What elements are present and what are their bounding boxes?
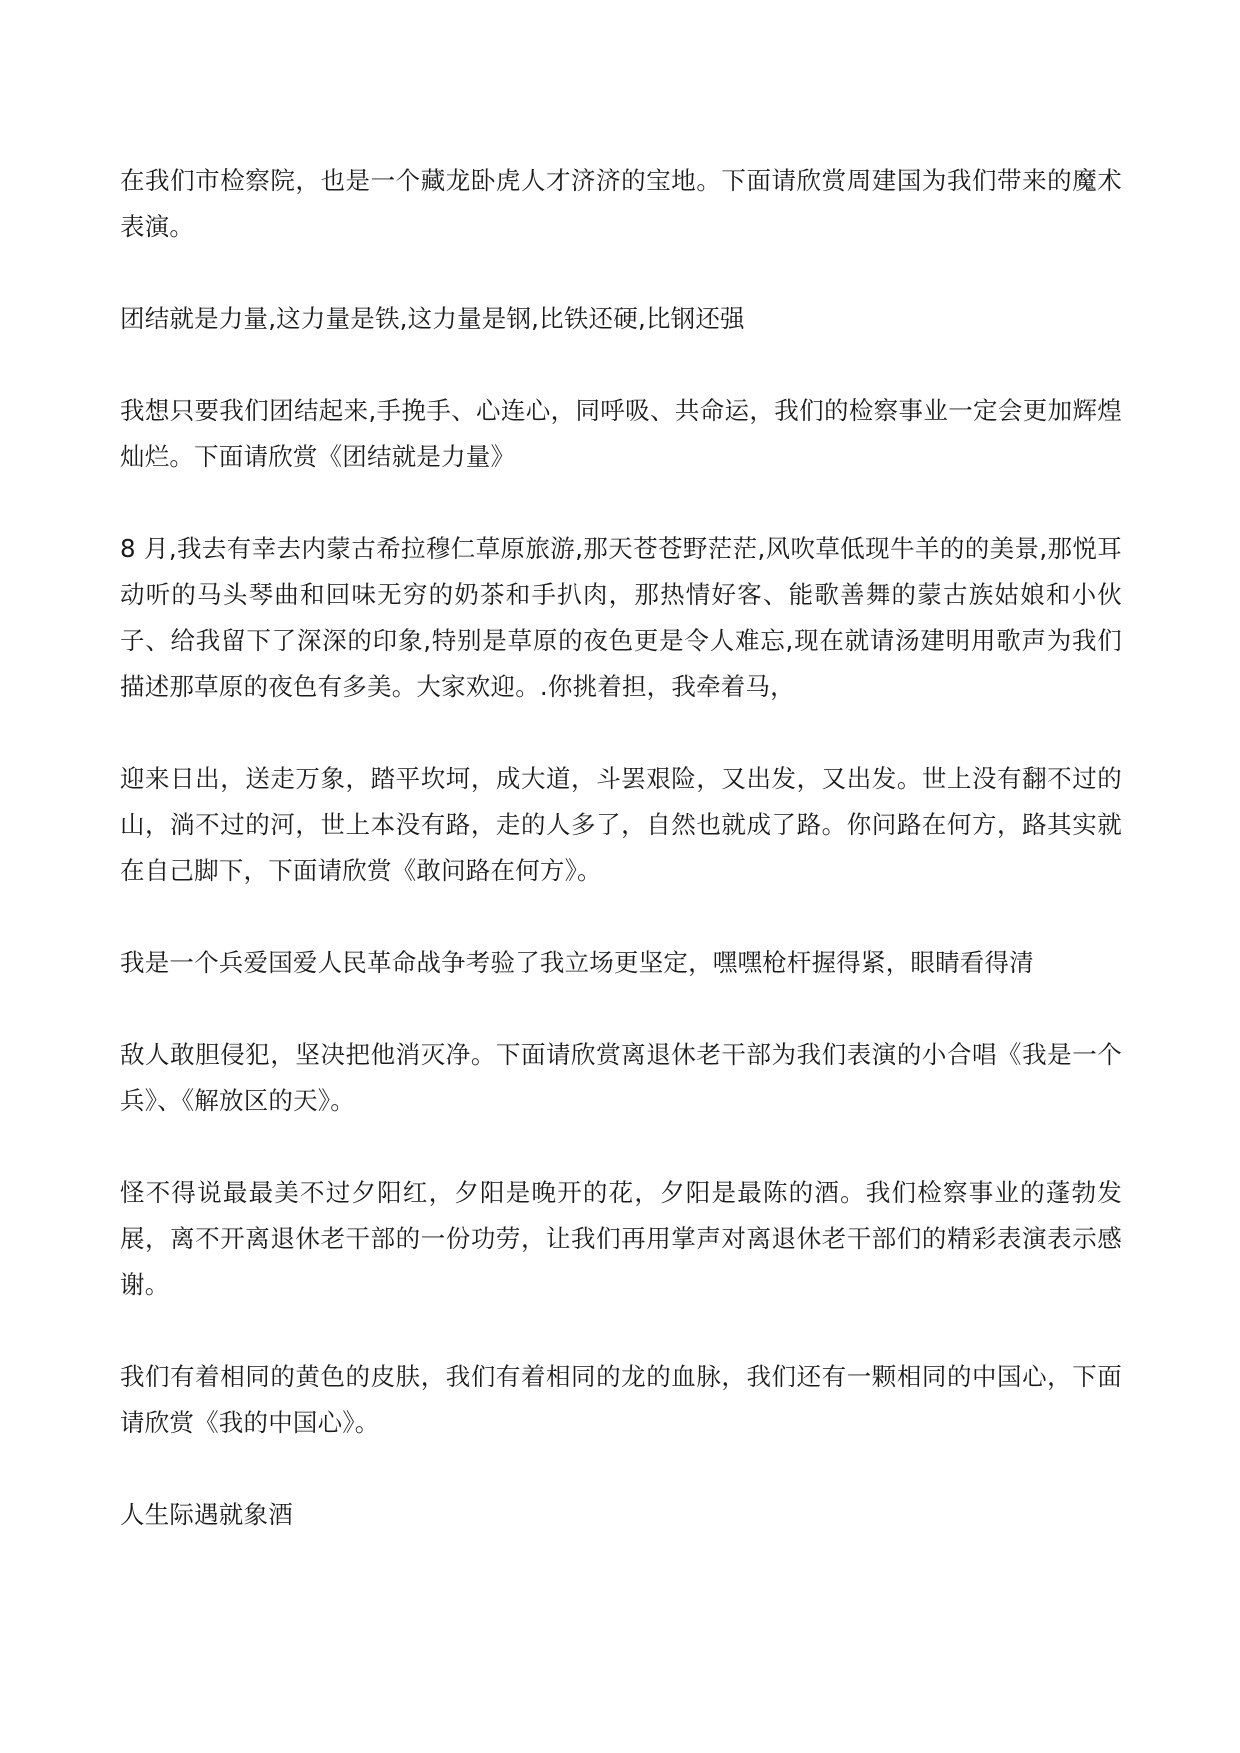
paragraph-road-intro: 迎来日出，送走万象，踏平坎坷，成大道，斗罢艰险，又出发，又出发。世上没有翻不过的山，淌不过的河，世上本没有路，走的人多了，自然也就成了路。你问路在何方，路其实就在自己脚下，下面请欣赏《敢问路在何方》。 — [120, 764, 1122, 885]
paragraph-magic-show: 在我们市检察院，也是一个藏龙卧虎人才济济的宝地。下面请欣赏周建国为我们带来的魔术表演。 — [120, 166, 1122, 241]
document-page — [120, 158, 1122, 1538]
paragraph-soldier-lyrics: 我是一个兵爱国爱人民革命战争考验了我立场更坚定，嘿嘿枪杆握得紧，眼睛看得清 — [120, 948, 1034, 977]
paragraph-grassland-intro: 8 月,我去有幸去内蒙古希拉穆仁草原旅游,那天苍苍野茫茫,风吹草低现牛羊的的美景,那悦耳动听的马头琴曲和回味无穷的奶茶和手扒肉，那热情好客、能歌善舞的蒙古族姑娘和小伙子、给我留下了深深的印象,特别是草原的夜色更是令人难忘,现在就请汤建明用歌声为我们描述那草原的夜色有多美。大家欢迎。.你挑着担，我牵着马， — [120, 534, 1122, 701]
paragraph-chinese-heart-intro: 我们有着相同的黄色的皮肤，我们有着相同的龙的血脉，我们还有一颗相同的中国心，下面请欣赏《我的中国心》。 — [120, 1362, 1122, 1437]
paragraph-unity-intro: 我想只要我们团结起来,手挽手、心连心，同呼吸、共命运，我们的检察事业一定会更加辉煌灿烂。下面请欣赏《团结就是力量》 — [120, 396, 1122, 471]
paragraph-unity-lyrics: 团结就是力量,这力量是铁,这力量是钢,比铁还硬,比钢还强 — [120, 304, 745, 333]
paragraph-soldier-intro: 敌人敢胆侵犯，坚决把他消灭净。下面请欣赏离退休老干部为我们表演的小合唱《我是一个兵》、《解放区的天》。 — [120, 1040, 1122, 1115]
paragraph-sunset-thanks: 怪不得说最最美不过夕阳红，夕阳是晚开的花，夕阳是最陈的酒。我们检察事业的蓬勃发展，离不开离退休老干部的一份功劳，让我们再用掌声对离退休老干部们的精彩表演表示感谢。 — [120, 1178, 1122, 1299]
paragraph-life-wine: 人生际遇就象酒 — [120, 1500, 293, 1529]
